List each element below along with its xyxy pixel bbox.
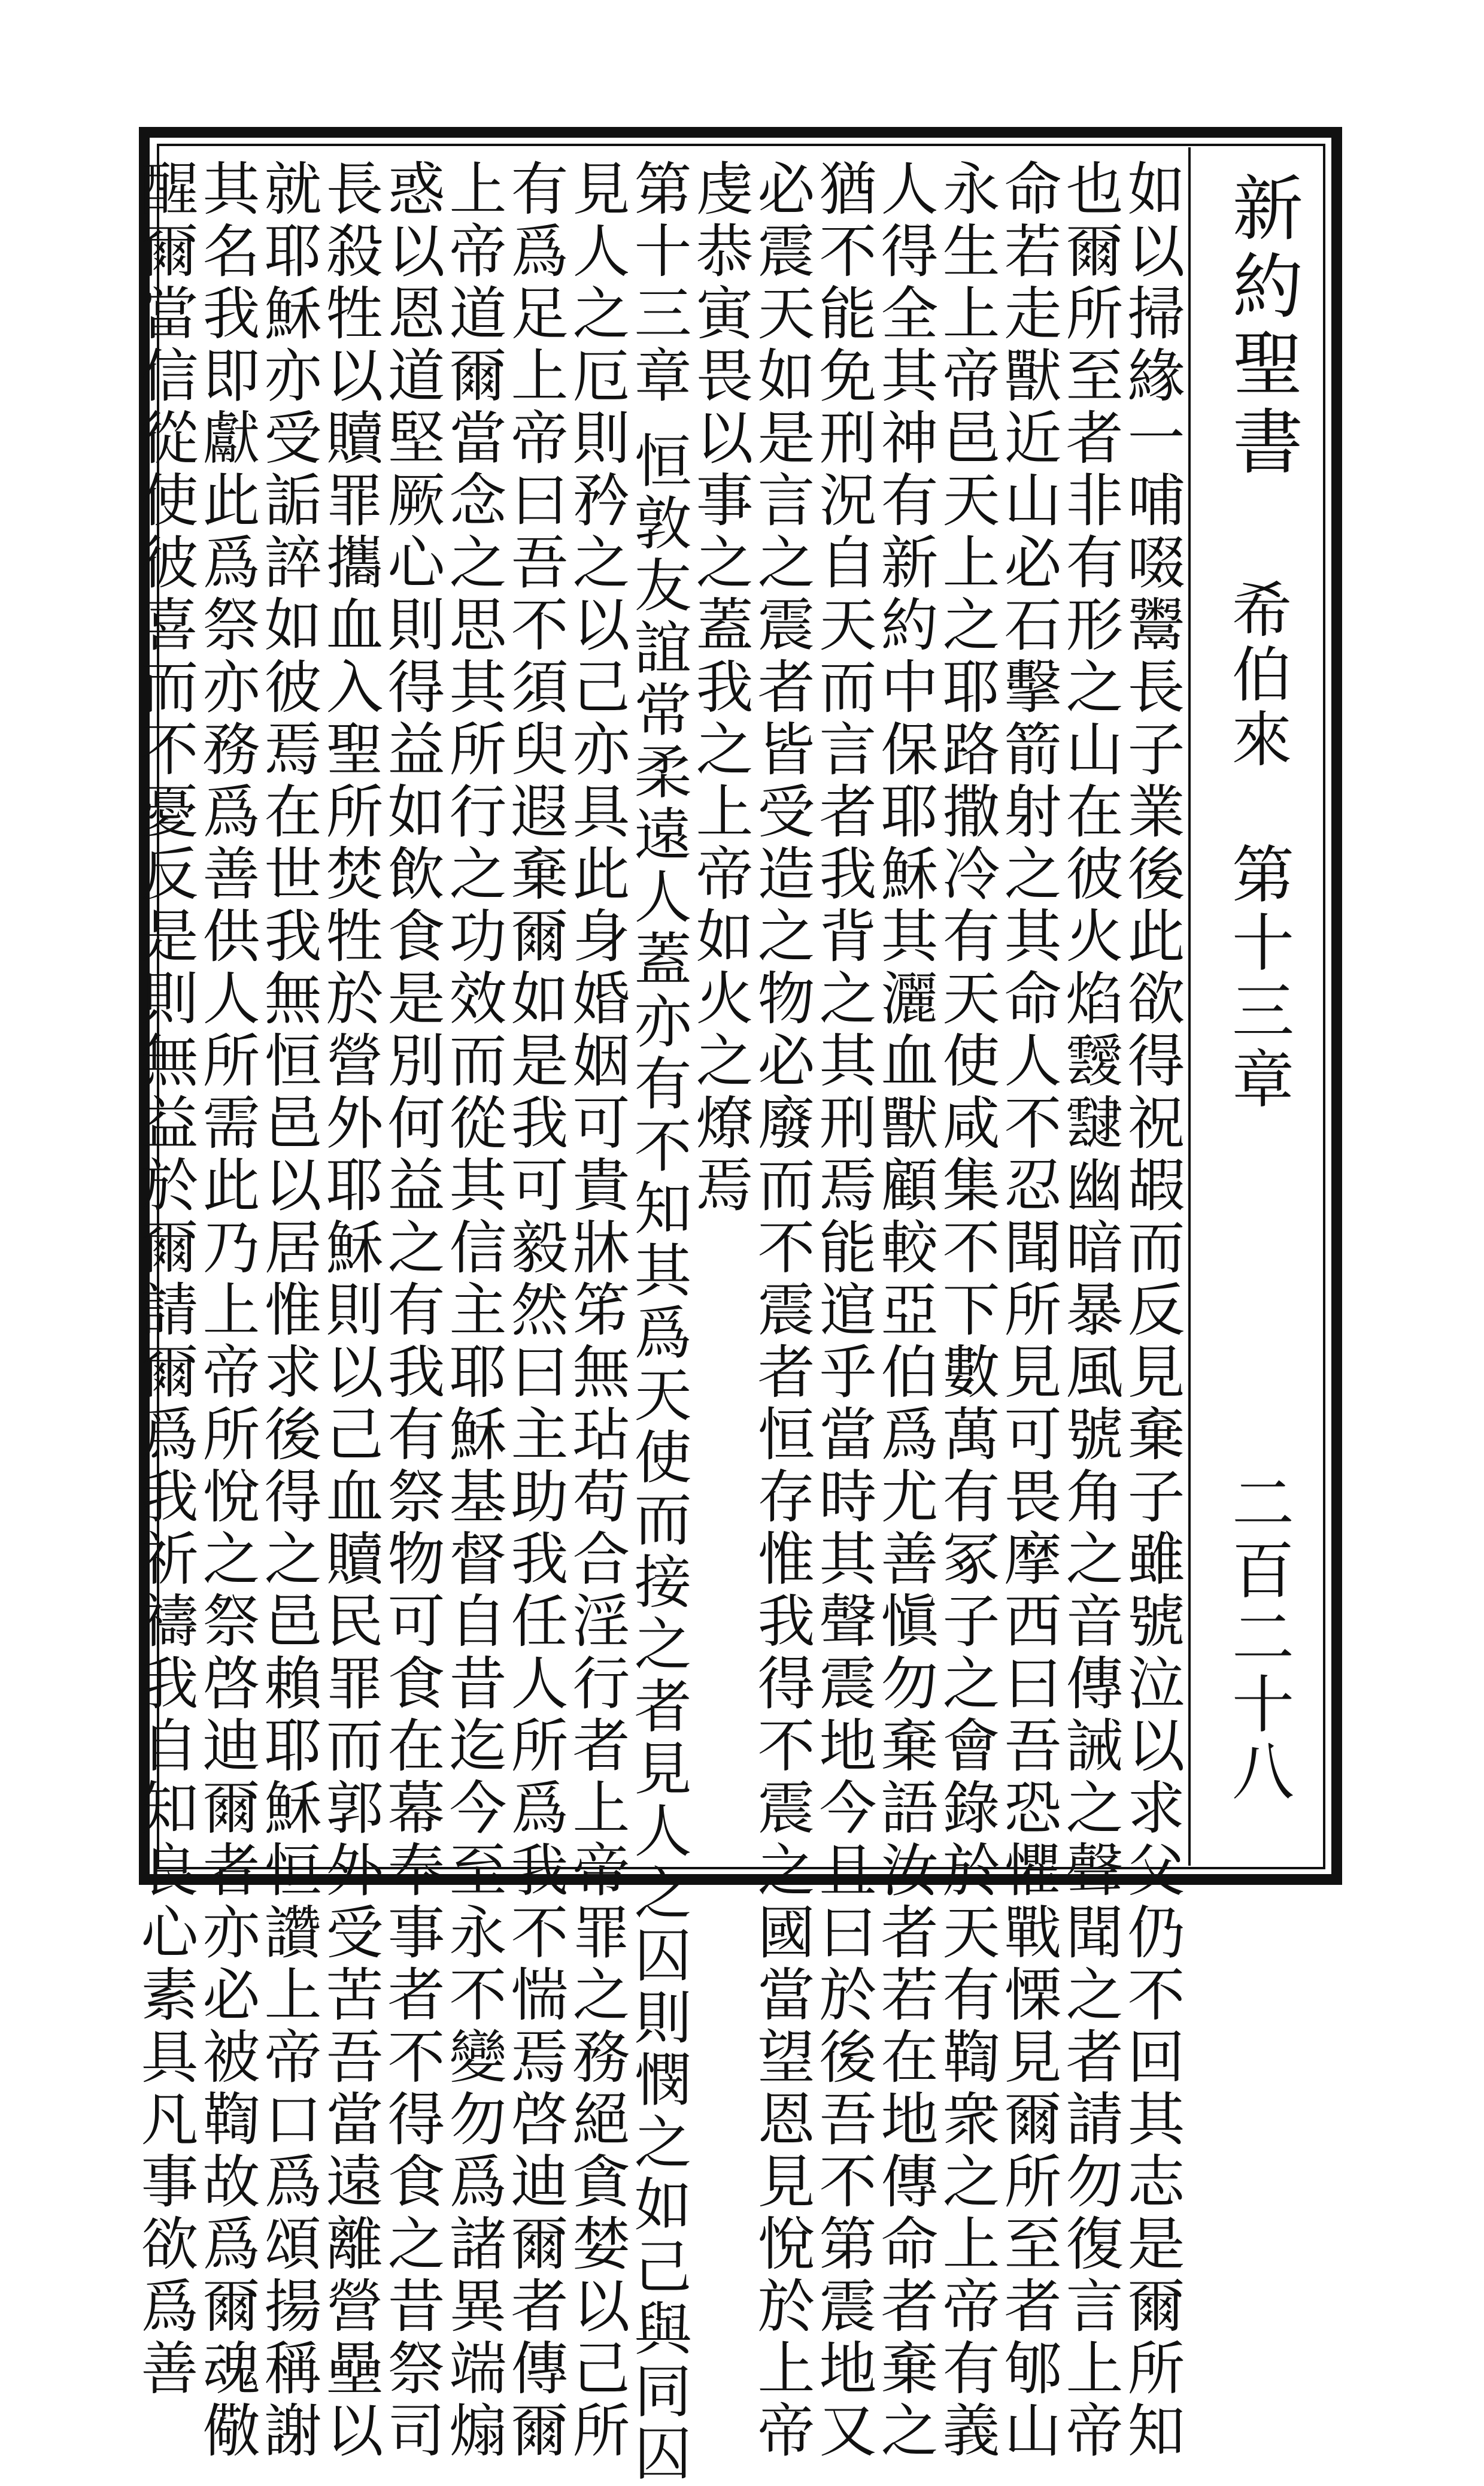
text-column: 人得全其神有新約中保耶穌其灑血獸顧較亞伯爲尤善愼勿棄語汝者若在地傳命者棄之 — [872, 159, 939, 2463]
text-column: 永生上帝邑天上之耶路撒冷有天使咸集不下數萬有冢子之會錄於天有鞫衆之上帝有義 — [933, 159, 1000, 2463]
text-column: 虔恭寅畏以事之蓋我之上帝如火之燎焉 — [687, 159, 754, 1217]
text-column: 長殺牲以贖罪攜血入聖所焚牲於營外耶穌則以己血贖民罪而郭外受苦吾當遠離營壘以 — [317, 159, 384, 2463]
text-column: 也爾所至者非有形之山在彼火焰靉靆幽暗暴風號角之音傳誡之聲聞之者請勿復言上帝 — [1057, 159, 1124, 2463]
text-column: 如以掃緣一哺啜鬻長子業後此欲得祝嘏而反見棄子雖號泣以求父仍不回其志是爾所知 — [1118, 159, 1185, 2463]
text-column: 惑以恩道堅厥心則得益如飲食是別何益之有我有祭物可食在幕奉事者不得食之昔祭司 — [378, 159, 445, 2463]
text-column: 醒爾當信從使彼喜而不憂反是則無益於爾請爾爲我祈禱我自知良心素具凡事欲爲善 — [132, 159, 199, 2400]
chapter-label: 第十三章 — [1221, 842, 1294, 1115]
text-column: 命若走獸近山必石擊箭射之其命人不忍聞所見可畏摩西曰吾恐懼戰慄見爾所至者郇山 — [995, 159, 1062, 2463]
text-column: 見人之厄則矜之以己亦具此身婚姻可貴牀笫無玷苟合淫行者上帝罪之務絕貪婪以己所 — [563, 159, 630, 2463]
text-column: 其名我即獻此爲祭亦務爲善供人所需此乃上帝所悅之祭啓迪爾者亦必被鞫故爲爾魂儆 — [193, 159, 260, 2463]
text-column: 必震天如是言之震者皆受造之物必廢而不震者恒存惟我得不震之國當望恩見悅於上帝 — [748, 159, 815, 2463]
epistle-name: 希伯來 — [1222, 578, 1292, 772]
page-number: 二百二十八 — [1221, 1471, 1294, 1806]
running-header — [1188, 147, 1308, 1866]
text-column: 有爲足上帝曰吾不須臾遐棄爾如是我可毅然曰主助我任人所爲我不惴焉啓迪爾者傳爾 — [502, 159, 569, 2463]
text-column: 第十三章 恒敦友誼常柔遠人蓋亦有不知其爲天使而接之者見人之囚則憫之如己與同囚 — [625, 159, 692, 2486]
book-title: 新約聖書 — [1221, 171, 1303, 483]
text-column: 上帝道爾當念之思其所行之功效而從其信主耶穌基督自昔迄今至永不變勿爲諸異端煽 — [440, 159, 507, 2463]
text-column: 就耶穌亦受詬誶如彼焉在世我無恒邑以居惟求後得之邑賴耶穌恒讚上帝口爲頌揚稱謝 — [255, 159, 322, 2463]
text-column: 猶不能免刑況自天而言者我背之其刑焉能逭乎當時其聲震地今且曰於後吾不第震地又 — [810, 159, 877, 2463]
scripture-text-block — [132, 159, 1185, 2486]
